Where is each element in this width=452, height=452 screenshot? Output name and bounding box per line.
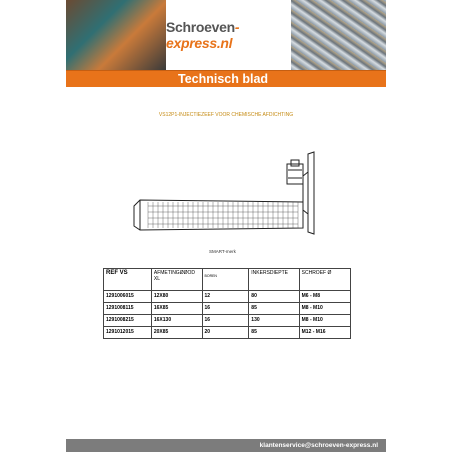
cell-dimensions: 16X130 [151,315,202,327]
tools-photo [66,0,166,70]
col-ref: REF VS [104,269,152,291]
col-dimensions: AFMETINGØØOD XL [151,269,202,291]
cell-dimensions: 20X85 [151,327,202,339]
cell-ref: 1291012015 [104,327,152,339]
page-title: Technisch blad [178,72,269,86]
cell-ref: 1291008215 [104,315,152,327]
cell-depth: 85 [249,327,299,339]
table-row [104,291,351,303]
logo-area [166,0,291,70]
col-depth: INKERSDIEPTE [249,269,299,291]
table-row [104,327,351,339]
drill-header-label: BOREN [204,274,217,278]
cell-screw: M12 - M16 [299,327,350,339]
cell-depth: 80 [249,291,299,303]
footer-bar [66,439,386,452]
cell-drill: 12 [202,291,249,303]
cell-dimensions: 16X85 [151,303,202,315]
spec-table [103,268,351,339]
cell-dimensions: 12X80 [151,291,202,303]
cell-drill: 20 [202,327,249,339]
contact-email-link[interactable]: klantenservice@schroeven-express.nl [259,442,378,449]
cell-ref: 1291008115 [104,303,152,315]
cell-screw: M6 - M8 [299,291,350,303]
product-caption: VS12P1-INJECTIEZEEF VOOR CHEMISCHE AFDICHTING [158,112,294,118]
injection-sleeve-drawing [128,148,324,238]
cell-depth: 85 [249,303,299,315]
cell-depth: 130 [249,315,299,327]
cell-ref: 1291006015 [104,291,152,303]
cell-screw: M8 - M10 [299,315,350,327]
cell-drill: 16 [202,303,249,315]
col-drill [202,269,249,291]
logo[interactable]: Schroeven-express.nl [166,19,240,51]
title-bar [66,70,386,87]
table-row [104,303,351,315]
col-screw: SCHROEF Ø [299,269,350,291]
cell-drill: 16 [202,315,249,327]
table-header-row [104,269,351,291]
table-row [104,315,351,327]
header-banner [66,0,386,70]
drawing-label: SMART-merk [209,249,236,254]
screws-photo [291,0,386,70]
cell-screw: M8 - M10 [299,303,350,315]
